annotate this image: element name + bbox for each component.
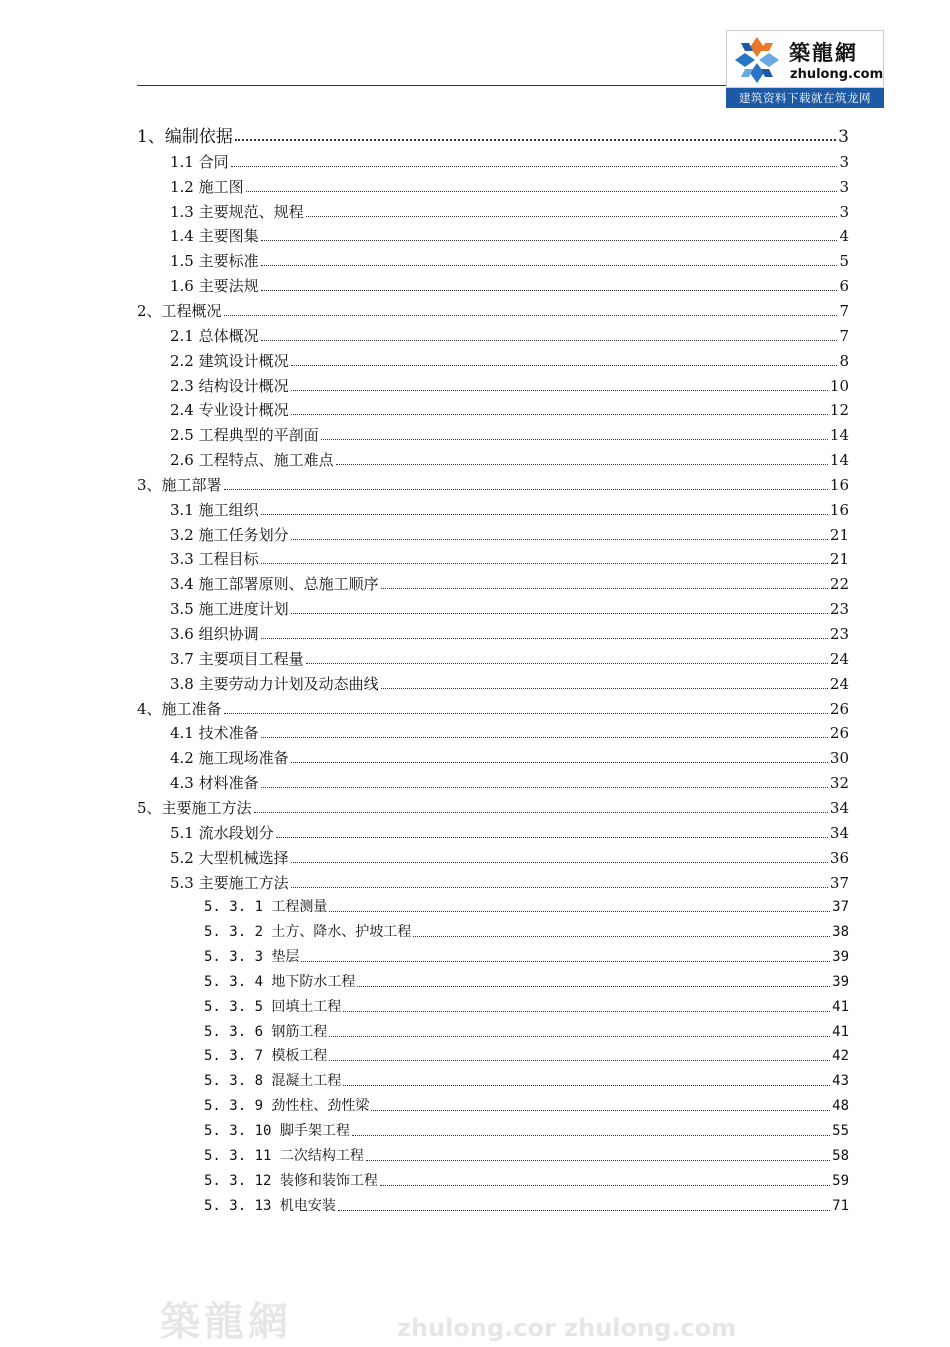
toc-leader-dots bbox=[366, 1160, 830, 1161]
toc-entry-page: 16 bbox=[829, 475, 849, 494]
toc-leader-dots bbox=[224, 315, 838, 316]
toc-leader-dots bbox=[261, 638, 828, 639]
toc-leader-dots bbox=[254, 812, 828, 813]
toc-entry[interactable] bbox=[204, 1068, 849, 1090]
toc-leader-dots bbox=[261, 340, 838, 341]
toc-leader-dots bbox=[291, 613, 828, 614]
toc-entry[interactable] bbox=[204, 1118, 849, 1140]
toc-leader-dots bbox=[306, 663, 828, 664]
toc-entry-title: 3.6 组织协调 bbox=[170, 625, 259, 643]
toc-leader-dots bbox=[380, 1185, 830, 1186]
toc-entry-title: 1.2 施工图 bbox=[170, 177, 244, 196]
toc-entry-page: 3 bbox=[839, 177, 849, 196]
toc-entry[interactable] bbox=[204, 1193, 849, 1215]
toc-entry[interactable] bbox=[170, 223, 849, 245]
toc-entry-page: 42 bbox=[832, 1048, 849, 1065]
toc-entry[interactable] bbox=[170, 323, 849, 345]
toc-entry[interactable] bbox=[204, 944, 849, 966]
toc-entry-page: 37 bbox=[832, 899, 849, 916]
toc-entry-page: 14 bbox=[829, 426, 849, 445]
toc-entry-page: 6 bbox=[839, 277, 849, 296]
toc-entry[interactable] bbox=[204, 1093, 849, 1115]
toc-entry-page: 8 bbox=[839, 351, 849, 370]
toc-leader-dots bbox=[329, 1060, 830, 1061]
toc-entry-title: 5、主要施工方法 bbox=[137, 798, 252, 817]
toc-leader-dots bbox=[329, 1036, 830, 1037]
toc-entry-title: 3.7 主要项目工程量 bbox=[170, 649, 304, 668]
toc-entry-title: 5. 3. 9 劲性柱、劲性梁 bbox=[204, 1098, 370, 1115]
toc-entry-title: 4.1 技术准备 bbox=[170, 724, 259, 743]
toc-leader-dots bbox=[291, 887, 828, 888]
toc-leader-dots bbox=[291, 365, 838, 366]
toc-entry[interactable] bbox=[170, 422, 849, 444]
toc-entry-title: 2.2 建筑设计概况 bbox=[170, 351, 289, 370]
toc-entry-title: 1.4 主要图集 bbox=[170, 227, 259, 246]
toc-entry-title: 2.1 总体概况 bbox=[170, 326, 259, 345]
logo-mark-icon bbox=[731, 35, 783, 85]
toc-entry-title: 5. 3. 2 土方、降水、护坡工程 bbox=[204, 924, 412, 941]
toc-entry-page: 3 bbox=[839, 152, 849, 171]
toc-entry[interactable] bbox=[170, 447, 849, 469]
toc-entry-title: 5. 3. 8 混凝土工程 bbox=[204, 1073, 342, 1090]
toc-leader-dots bbox=[224, 489, 828, 490]
toc-leader-dots bbox=[352, 1135, 830, 1136]
toc-leader-dots bbox=[336, 464, 828, 465]
toc-entry-page: 37 bbox=[829, 873, 849, 892]
toc-entry-title: 3.1 施工组织 bbox=[170, 500, 259, 519]
toc-leader-dots bbox=[381, 588, 828, 589]
watermark-url: zhulong.cor zhulong.com bbox=[397, 1314, 737, 1342]
toc-entry-page: 34 bbox=[829, 823, 849, 842]
toc-entry-page: 26 bbox=[829, 724, 849, 743]
toc-leader-dots bbox=[306, 216, 838, 217]
toc-entry-title: 3、施工部署 bbox=[137, 475, 222, 494]
toc-entry-page: 41 bbox=[832, 1023, 849, 1040]
toc-entry-title: 3.4 施工部署原则、总施工顺序 bbox=[170, 575, 379, 594]
toc-leader-dots bbox=[343, 1085, 830, 1086]
toc-entry-title: 4、施工准备 bbox=[137, 699, 222, 718]
toc-entry-page: 16 bbox=[829, 500, 849, 519]
toc-leader-dots bbox=[261, 514, 828, 515]
toc-entry[interactable] bbox=[170, 522, 849, 544]
toc-entry[interactable] bbox=[204, 919, 849, 941]
toc-entry-title: 5. 3. 1 工程测量 bbox=[204, 899, 328, 916]
watermark-name: 築龍網 bbox=[160, 1298, 292, 1345]
toc-entry[interactable] bbox=[170, 770, 849, 792]
toc-leader-dots bbox=[224, 713, 828, 714]
toc-leader-dots bbox=[291, 539, 828, 540]
toc-leader-dots bbox=[276, 837, 828, 838]
toc-entry[interactable] bbox=[137, 472, 849, 494]
toc-entry-title: 5. 3. 4 地下防水工程 bbox=[204, 973, 356, 990]
toc-entry[interactable] bbox=[170, 149, 849, 171]
toc-leader-dots bbox=[291, 862, 828, 863]
toc-entry[interactable] bbox=[170, 397, 849, 419]
toc-leader-dots bbox=[261, 737, 828, 738]
toc-entry[interactable] bbox=[137, 298, 849, 320]
toc-leader-dots bbox=[329, 911, 830, 912]
toc-entry-page: 7 bbox=[839, 301, 849, 320]
toc-entry-title: 2.6 工程特点、施工难点 bbox=[170, 451, 334, 470]
toc-entry-title: 3.5 施工进度计划 bbox=[170, 600, 289, 619]
toc-leader-dots bbox=[413, 936, 830, 937]
toc-leader-dots bbox=[291, 414, 828, 415]
logo-box bbox=[726, 30, 884, 88]
toc-entry-page: 10 bbox=[829, 376, 849, 395]
toc-leader-dots bbox=[381, 688, 828, 689]
toc-entry[interactable] bbox=[170, 248, 849, 270]
toc-entry[interactable] bbox=[137, 124, 849, 146]
logo-name: 築龍網 bbox=[789, 40, 858, 65]
toc-entry-page: 30 bbox=[829, 749, 849, 768]
toc-entry[interactable] bbox=[204, 1143, 849, 1165]
toc-entry-title: 5. 3. 3 垫层 bbox=[204, 949, 300, 966]
header-rule bbox=[137, 85, 727, 86]
toc-leader-dots bbox=[261, 240, 838, 241]
logo-tagline: 建筑资料下载就在筑龙网 bbox=[726, 88, 884, 108]
toc-entry-page: 41 bbox=[832, 998, 849, 1015]
toc-entry[interactable] bbox=[170, 348, 849, 370]
toc-entry-title: 4.2 施工现场准备 bbox=[170, 749, 289, 768]
toc-entry-page: 24 bbox=[829, 649, 849, 668]
toc-entry-title: 1.3 主要规范、规程 bbox=[170, 202, 304, 221]
toc-leader-dots bbox=[371, 1110, 830, 1111]
toc-entry[interactable] bbox=[204, 1043, 849, 1065]
toc-entry-title: 1、编制依据 bbox=[137, 127, 233, 147]
toc-entry[interactable] bbox=[170, 720, 849, 742]
toc-entry-page: 23 bbox=[829, 600, 849, 619]
toc-entry[interactable] bbox=[204, 969, 849, 991]
toc-entry[interactable] bbox=[170, 571, 849, 593]
toc-entry[interactable] bbox=[170, 497, 849, 519]
toc-entry-title: 3.3 工程目标 bbox=[170, 550, 259, 569]
toc-entry-title: 5. 3. 13 机电安装 bbox=[204, 1197, 336, 1214]
toc-entry-title: 2、工程概况 bbox=[137, 301, 222, 320]
toc-entry[interactable] bbox=[170, 174, 849, 196]
toc-entry-title: 2.4 专业设计概况 bbox=[170, 401, 289, 420]
toc-entry-page: 71 bbox=[832, 1197, 849, 1214]
toc-leader-dots bbox=[261, 787, 828, 788]
toc-entry[interactable] bbox=[170, 621, 849, 643]
toc-entry-page: 21 bbox=[829, 550, 849, 569]
toc-entry-page: 55 bbox=[832, 1123, 849, 1139]
toc-entry[interactable] bbox=[170, 671, 849, 693]
toc-entry-title: 2.3 结构设计概况 bbox=[170, 376, 289, 395]
toc-entry-page: 48 bbox=[832, 1098, 849, 1115]
toc-leader-dots bbox=[246, 191, 838, 192]
toc-entry[interactable] bbox=[204, 894, 849, 916]
toc-entry-title: 3.2 施工任务划分 bbox=[170, 525, 289, 544]
toc-entry[interactable] bbox=[204, 1019, 849, 1041]
toc-entry-page: 43 bbox=[832, 1073, 849, 1090]
toc-entry[interactable] bbox=[137, 696, 849, 718]
toc-entry[interactable] bbox=[170, 596, 849, 618]
toc-entry-page: 22 bbox=[829, 575, 849, 594]
toc-leader-dots bbox=[261, 290, 838, 291]
toc-entry-title: 5. 3. 12 装修和装饰工程 bbox=[204, 1172, 378, 1189]
toc-entry-page: 4 bbox=[839, 227, 849, 246]
toc-entry-page: 21 bbox=[829, 525, 849, 544]
toc-entry[interactable] bbox=[170, 199, 849, 221]
toc-leader-dots bbox=[338, 1210, 830, 1211]
toc-entry-title: 5. 3. 10 脚手架工程 bbox=[204, 1123, 350, 1139]
toc-entry[interactable] bbox=[170, 546, 849, 568]
toc-entry-title: 5. 3. 5 回填土工程 bbox=[204, 998, 342, 1015]
toc-entry[interactable] bbox=[204, 1168, 849, 1190]
toc-entry-title: 2.5 工程典型的平剖面 bbox=[170, 426, 319, 445]
toc-entry-page: 3 bbox=[838, 127, 849, 147]
toc-entry-page: 14 bbox=[829, 451, 849, 470]
toc-entry-page: 32 bbox=[829, 774, 849, 793]
toc-entry[interactable] bbox=[170, 273, 849, 295]
toc-entry-title: 5.3 主要施工方法 bbox=[170, 873, 289, 892]
toc-entry-title: 5.2 大型机械选择 bbox=[170, 848, 289, 867]
toc-entry-page: 39 bbox=[832, 949, 849, 966]
toc-leader-dots bbox=[291, 390, 828, 391]
toc-leader-dots bbox=[231, 166, 838, 167]
logo-url: zhulong.com bbox=[790, 67, 884, 82]
toc-entry-title: 1.5 主要标准 bbox=[170, 252, 259, 271]
toc-leader-dots bbox=[291, 762, 828, 763]
toc-entry-page: 39 bbox=[832, 973, 849, 990]
toc-entry-page: 12 bbox=[829, 401, 849, 420]
zhulong-logo[interactable] bbox=[726, 30, 884, 108]
toc-entry-page: 23 bbox=[829, 625, 849, 643]
toc-entry[interactable] bbox=[170, 745, 849, 767]
toc-entry-title: 1.1 合同 bbox=[170, 152, 229, 171]
toc-entry-title: 5. 3. 6 钢筋工程 bbox=[204, 1023, 328, 1040]
toc-leader-dots bbox=[343, 1011, 830, 1012]
toc-leader-dots bbox=[357, 986, 830, 987]
toc-entry[interactable] bbox=[204, 994, 849, 1016]
toc-entry-title: 1.6 主要法规 bbox=[170, 277, 259, 296]
toc-entry[interactable] bbox=[170, 373, 849, 395]
toc-leader-dots bbox=[321, 439, 828, 440]
toc-entry-page: 59 bbox=[832, 1172, 849, 1189]
toc-entry[interactable] bbox=[170, 646, 849, 668]
toc-entry-page: 34 bbox=[829, 798, 849, 817]
toc-entry[interactable] bbox=[170, 870, 849, 892]
toc-entry-page: 38 bbox=[832, 924, 849, 941]
toc-entry-page: 26 bbox=[829, 699, 849, 718]
toc-entry-title: 3.8 主要劳动力计划及动态曲线 bbox=[170, 674, 379, 693]
toc-entry-page: 36 bbox=[829, 848, 849, 867]
toc-entry[interactable] bbox=[137, 795, 849, 817]
toc-entry[interactable] bbox=[170, 820, 849, 842]
toc-leader-dots bbox=[235, 139, 836, 141]
toc-entry[interactable] bbox=[170, 845, 849, 867]
toc-entry-page: 58 bbox=[832, 1147, 849, 1164]
toc-leader-dots bbox=[301, 961, 830, 962]
toc-entry-title: 5. 3. 7 模板工程 bbox=[204, 1048, 328, 1065]
toc-leader-dots bbox=[261, 265, 838, 266]
toc-entry-title: 5.1 流水段划分 bbox=[170, 823, 274, 842]
toc-entry-page: 3 bbox=[839, 202, 849, 221]
toc-entry-title: 4.3 材料准备 bbox=[170, 774, 259, 793]
toc-entry-page: 24 bbox=[829, 674, 849, 693]
toc-entry-page: 7 bbox=[839, 326, 849, 345]
toc-leader-dots bbox=[261, 563, 828, 564]
toc-entry-page: 5 bbox=[839, 252, 849, 271]
toc-entry-title: 5. 3. 11 二次结构工程 bbox=[204, 1147, 364, 1164]
